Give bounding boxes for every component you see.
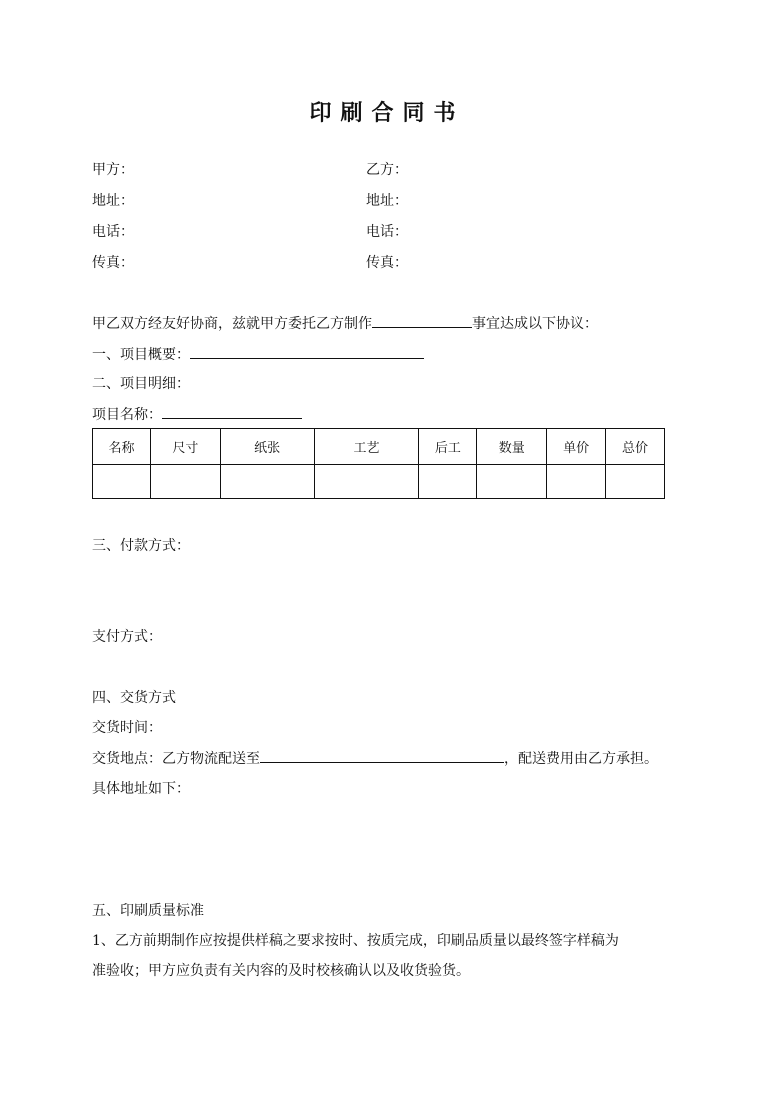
delivery-place-after: ，配送费用由乙方承担。 (504, 751, 658, 767)
table-header-cell: 纸张 (220, 429, 314, 465)
delivery-place-before: 交货地点：乙方物流配送至 (92, 751, 260, 767)
table-header-cell: 尺寸 (150, 429, 220, 465)
table-header-cell: 名称 (93, 429, 151, 465)
section5-label: 五、印刷质量标准 (92, 903, 204, 919)
quality-line-2: 准验收；甲方应负责有关内容的及时校核确认以及收货验货。 (92, 963, 470, 979)
table-cell[interactable] (93, 465, 151, 499)
item-name-label: 项目名称： (92, 407, 162, 423)
table-header-cell: 总价 (606, 429, 665, 465)
table-header-cell: 后工 (419, 429, 477, 465)
section3-label: 三、付款方式： (92, 538, 190, 554)
table-header-row (93, 429, 665, 465)
table-cell[interactable] (314, 465, 419, 499)
delivery-place-blank[interactable] (260, 748, 504, 763)
table-cell[interactable] (477, 465, 547, 499)
delivery-time-label: 交货时间： (92, 720, 162, 736)
party-a-label: 甲方： (92, 162, 134, 178)
section2-label: 二、项目明细： (92, 376, 190, 392)
table-cell[interactable] (150, 465, 220, 499)
section1-line (92, 344, 424, 365)
intro-after: 事宜达成以下协议： (472, 316, 598, 332)
intro-line (92, 313, 598, 334)
item-name-line (92, 404, 302, 425)
table-header-cell: 数量 (477, 429, 547, 465)
table-cell[interactable] (419, 465, 477, 499)
section4-label: 四、交货方式 (92, 690, 176, 706)
table-cell[interactable] (606, 465, 665, 499)
delivery-place-line (92, 748, 658, 769)
party-a-fax: 传真： (92, 255, 134, 271)
table-row (93, 465, 665, 499)
contract-title: 印刷合同书 (309, 101, 465, 126)
party-b-address: 地址： (366, 193, 408, 209)
item-name-blank[interactable] (162, 404, 302, 419)
project-detail-table (92, 428, 665, 499)
party-b-fax: 传真： (366, 255, 408, 271)
party-a-address: 地址： (92, 193, 134, 209)
table-cell[interactable] (220, 465, 314, 499)
delivery-address-label: 具体地址如下： (92, 781, 190, 797)
party-b-label: 乙方： (366, 162, 408, 178)
section1-label: 一、项目概要： (92, 347, 190, 363)
intro-blank[interactable] (372, 313, 472, 328)
table-header-cell: 单价 (547, 429, 606, 465)
table-header-cell: 工艺 (314, 429, 419, 465)
intro-before: 甲乙双方经友好协商，兹就甲方委托乙方制作 (92, 316, 372, 332)
table-cell[interactable] (547, 465, 606, 499)
section1-blank[interactable] (190, 344, 424, 359)
pay-method-label: 支付方式： (92, 629, 162, 645)
party-a-phone: 电话： (92, 224, 134, 240)
quality-line-1: 1、乙方前期制作应按提供样稿之要求按时、按质完成，印刷品质量以最终签字样稿为 (92, 933, 619, 949)
party-b-phone: 电话： (366, 224, 408, 240)
